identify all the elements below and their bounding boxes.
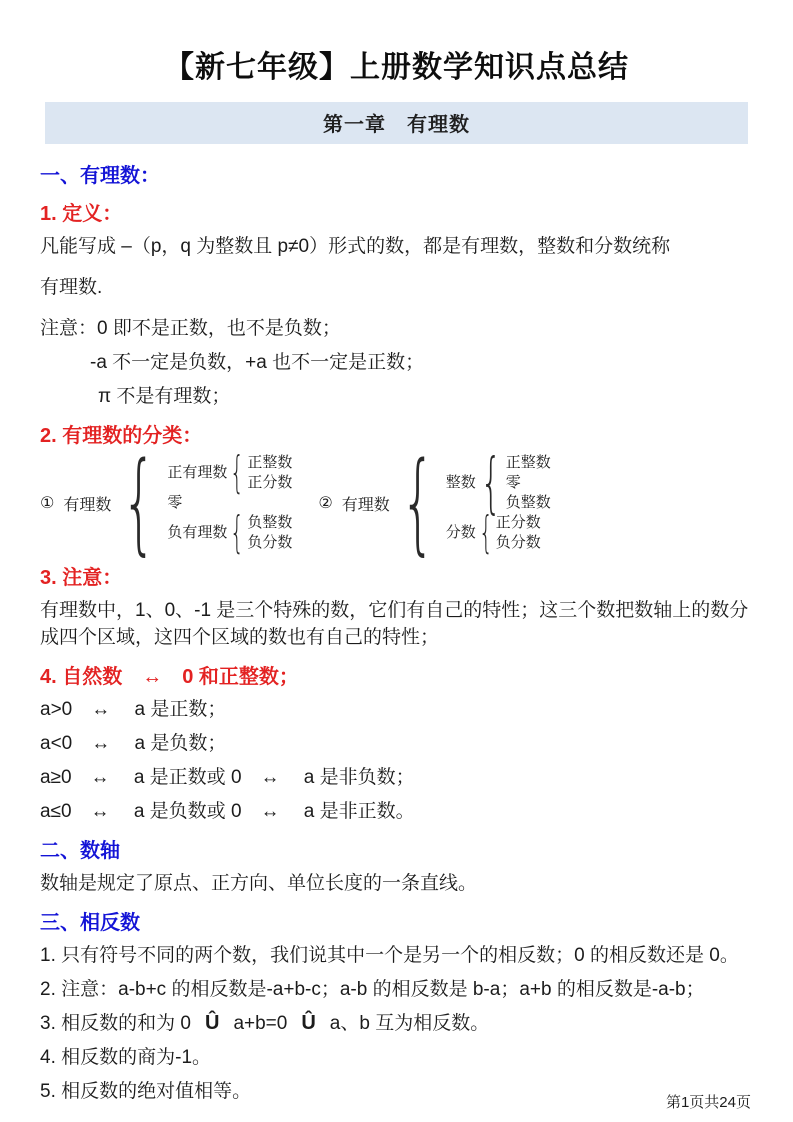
- brace: {: [400, 438, 436, 567]
- condition-line-1: a>0 ↔ a 是正数；: [40, 699, 227, 720]
- classification-diagram-1: [40, 438, 293, 567]
- attention-text: 有理数中，1、0、-1 是三个特殊的数，它们有自己的特性；这三个数把数轴上的数分成四个区域，这四个区域的数也有自己的特性；: [40, 600, 749, 648]
- negative-rational-label: 负有理数: [167, 524, 228, 541]
- classification-heading: 2. 有理数的分类：: [40, 425, 203, 447]
- diagram1-positive-branch: [167, 447, 293, 499]
- definition-note-2: -a 不一定是负数，+a 也不一定是正数；: [90, 352, 425, 373]
- opposite-rule-5: 5. 相反数的绝对值相等。: [40, 1081, 252, 1102]
- brace: {: [230, 507, 245, 559]
- leaf-label: 正整数: [247, 454, 293, 471]
- positive-rational-children: [247, 454, 292, 492]
- definition-note-3: π 不是有理数；: [98, 386, 231, 407]
- section-3-heading: 三、相反数: [40, 912, 140, 934]
- section-1-heading: 一、有理数：: [40, 165, 160, 187]
- definition-text-line2: 有理数.: [40, 277, 103, 298]
- number-line-text: 数轴是规定了原点、正方向、单位长度的一条直线。: [40, 873, 478, 894]
- page-number: 第1页共24页: [665, 1094, 751, 1111]
- opposite-rule-4: 4. 相反数的商为-1。: [40, 1047, 212, 1068]
- condition-line-3: a≥0 ↔ a 是正数或 0 ↔ a 是非负数；: [40, 767, 415, 788]
- rule-3-text: 3. 相反数的和为 0: [40, 1013, 191, 1034]
- brace: {: [478, 507, 493, 559]
- opposite-rule-2: 2. 注意：a-b+c 的相反数是-a+b-c；a-b 的相反数是 b-a；a+b 的相反数是-a-b；: [40, 979, 705, 1000]
- definition-heading: 1. 定义：: [40, 203, 123, 225]
- circled-2-marker: ②: [318, 495, 333, 512]
- page-title: 【新七年级】上册数学知识点总结: [164, 51, 629, 84]
- rule-3-conclusion: a、b 互为相反数。: [329, 1013, 490, 1034]
- fraction-label: 分数: [445, 524, 476, 541]
- condition-line-2: a<0 ↔ a 是负数；: [40, 733, 227, 754]
- fraction-children: [496, 514, 541, 552]
- document-body: [0, 144, 793, 1105]
- opposite-rule-3: [40, 1010, 753, 1037]
- double-arrow-symbol: Û: [204, 1012, 220, 1034]
- leaf-label: 负分数: [247, 534, 293, 551]
- leaf-label: 零: [505, 474, 521, 491]
- leaf-label: 负整数: [505, 494, 551, 511]
- brace: {: [230, 447, 245, 499]
- classification-diagram-2: [318, 438, 551, 567]
- opposite-rule-1: 1. 只有符号不同的两个数，我们说其中一个是另一个的相反数；0 的相反数还是 0。: [40, 945, 739, 966]
- positive-rational-label: 正有理数: [167, 464, 228, 481]
- attention-heading: 3. 注意：: [40, 567, 123, 589]
- chapter-header: 第一章 有理数: [45, 102, 748, 144]
- natural-number-heading: 4. 自然数 ↔ 0 和正整数；: [40, 666, 299, 688]
- diagram1-branches: [167, 447, 293, 559]
- brace: {: [121, 438, 157, 567]
- diagram2-integer-branch: [445, 443, 551, 521]
- brace: {: [480, 443, 502, 521]
- diagram2-root-label: 有理数: [341, 496, 390, 514]
- diagram2-branches: [445, 443, 551, 559]
- leaf-label: 负整数: [247, 514, 293, 531]
- leaf-label: 正分数: [247, 474, 293, 491]
- leaf-label: 正分数: [495, 514, 541, 531]
- classification-diagrams: [40, 438, 753, 567]
- negative-rational-children: [247, 514, 292, 552]
- diagram1-root-label: 有理数: [63, 496, 112, 514]
- condition-line-4: a≤0 ↔ a 是负数或 0 ↔ a 是非正数。: [40, 801, 415, 822]
- double-arrow-symbol: Û: [301, 1012, 316, 1034]
- leaf-label: 正整数: [505, 454, 551, 471]
- circled-1-marker: ①: [40, 495, 55, 512]
- rule-3-equation: a+b=0: [233, 1013, 288, 1034]
- definition-text-line1: 凡能写成 –（p，q 为整数且 p≠0）形式的数，都是有理数，整数和分数统称: [40, 236, 671, 257]
- leaf-label: 负分数: [495, 534, 541, 551]
- definition-note-1: 注意：0 即不是正数，也不是负数；: [40, 318, 341, 339]
- diagram1-negative-branch: [167, 507, 293, 559]
- section-2-heading: 二、数轴: [40, 840, 120, 862]
- integer-label: 整数: [445, 474, 476, 491]
- zero-label: 零: [167, 494, 183, 511]
- integer-children: [506, 454, 551, 512]
